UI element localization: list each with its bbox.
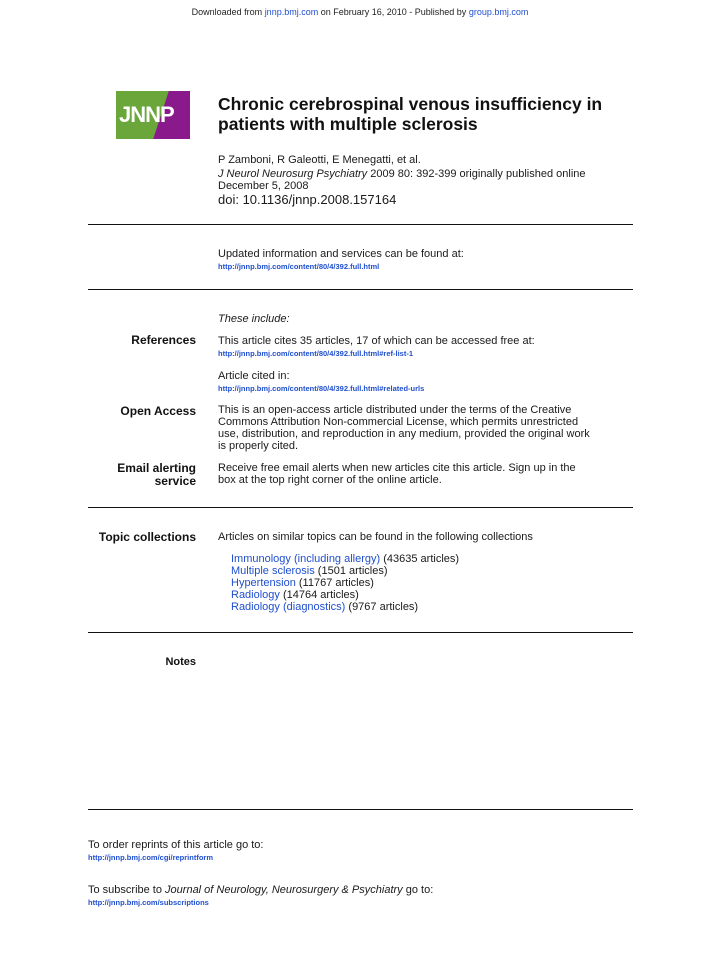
- divider: [88, 632, 633, 633]
- these-include: These include:: [218, 313, 290, 325]
- email-alerting-text: [218, 462, 638, 486]
- reprints-text: To order reprints of this article go to:: [88, 839, 264, 851]
- open-access-line: is properly cited.: [218, 440, 299, 452]
- topic-collections-list: [231, 553, 459, 613]
- topic-count: (1501 articles): [314, 565, 388, 577]
- topic-item: [231, 589, 459, 601]
- open-access-line: Commons Attribution Non-commercial License, which permits unrestricted: [218, 416, 579, 428]
- cited-in-link[interactable]: http://jnnp.bmj.com/content/80/4/392.full.html#related-urls: [218, 384, 425, 393]
- article-doi: doi: 10.1136/jnnp.2008.157164: [218, 192, 397, 207]
- topic-link[interactable]: Radiology (diagnostics): [231, 601, 346, 613]
- topic-item: [231, 553, 459, 565]
- subscribe-text: [88, 884, 433, 896]
- jnnp-logo: [116, 91, 190, 139]
- logo-purple-band: [173, 91, 190, 139]
- topic-item: [231, 577, 459, 589]
- divider: [88, 224, 633, 225]
- citation-details: 2009 80: 392-399 originally published online: [367, 168, 586, 180]
- subscribe-suffix: go to:: [402, 884, 434, 896]
- updated-info-link[interactable]: http://jnnp.bmj.com/content/80/4/392.full.html: [218, 262, 380, 271]
- publisher-link[interactable]: group.bmj.com: [468, 7, 529, 17]
- reprints-link[interactable]: http://jnnp.bmj.com/cgi/reprintform: [88, 853, 213, 862]
- topic-count: (9767 articles): [345, 601, 419, 613]
- topic-count: (43635 articles): [380, 553, 460, 565]
- subscribe-journal: Journal of Neurology, Neurosurgery & Psychiatry: [165, 884, 403, 896]
- open-access-line: This is an open-access article distributed under the terms of the Creative: [218, 404, 572, 416]
- notes-label: Notes: [165, 656, 196, 668]
- journal-abbrev: J Neurol Neurosurg Psychiatry: [218, 168, 368, 180]
- divider: [88, 809, 633, 810]
- topic-item: [231, 565, 459, 577]
- topic-count: (14764 articles): [279, 589, 359, 601]
- references-link[interactable]: http://jnnp.bmj.com/content/80/4/392.full.html#ref-list-1: [218, 349, 414, 358]
- article-citation: [218, 168, 638, 180]
- references-label: References: [131, 333, 196, 347]
- open-access-line: use, distribution, and reproduction in any medium, provided the original work: [218, 428, 590, 440]
- topic-link[interactable]: Hypertension: [231, 577, 296, 589]
- open-access-label: Open Access: [120, 404, 196, 418]
- topic-item: [231, 601, 459, 613]
- banner-prefix: Downloaded from: [191, 7, 265, 17]
- subscribe-link[interactable]: http://jnnp.bmj.com/subscriptions: [88, 898, 209, 907]
- source-link[interactable]: jnnp.bmj.com: [264, 7, 319, 17]
- email-alerting-label-line: Email alerting: [117, 461, 196, 475]
- banner-middle: on February 16, 2010 - Published by: [318, 7, 469, 17]
- email-alerting-label-line: service: [154, 474, 196, 488]
- download-banner: [0, 7, 720, 17]
- topic-link[interactable]: Radiology: [231, 589, 280, 601]
- article-authors: P Zamboni, R Galeotti, E Menegatti, et al.: [218, 154, 421, 166]
- logo-text: JNNP: [119, 102, 174, 127]
- topic-link[interactable]: Multiple sclerosis: [231, 565, 315, 577]
- topic-collections-label: Topic collections: [98, 530, 196, 544]
- email-alerting-line: box at the top right corner of the online article.: [218, 474, 442, 486]
- topic-collections-intro: Articles on similar topics can be found in the following collections: [218, 531, 533, 543]
- updated-info-text: Updated information and services can be found at:: [218, 248, 464, 260]
- subscribe-prefix: To subscribe to: [88, 884, 166, 896]
- references-text: This article cites 35 articles, 17 of which can be accessed free at:: [218, 335, 535, 347]
- open-access-text: [218, 404, 638, 452]
- divider: [88, 507, 633, 508]
- cited-in-text: Article cited in:: [218, 370, 290, 382]
- divider: [88, 289, 633, 290]
- topic-link[interactable]: Immunology (including allergy): [231, 553, 381, 565]
- email-alerting-line: Receive free email alerts when new articles cite this article. Sign up in the: [218, 462, 576, 474]
- article-title: Chronic cerebrospinal venous insufficiency in patients with multiple sclerosis: [218, 94, 603, 134]
- topic-count: (11767 articles): [295, 577, 374, 589]
- article-date: December 5, 2008: [218, 180, 309, 192]
- email-alerting-label: [80, 462, 196, 488]
